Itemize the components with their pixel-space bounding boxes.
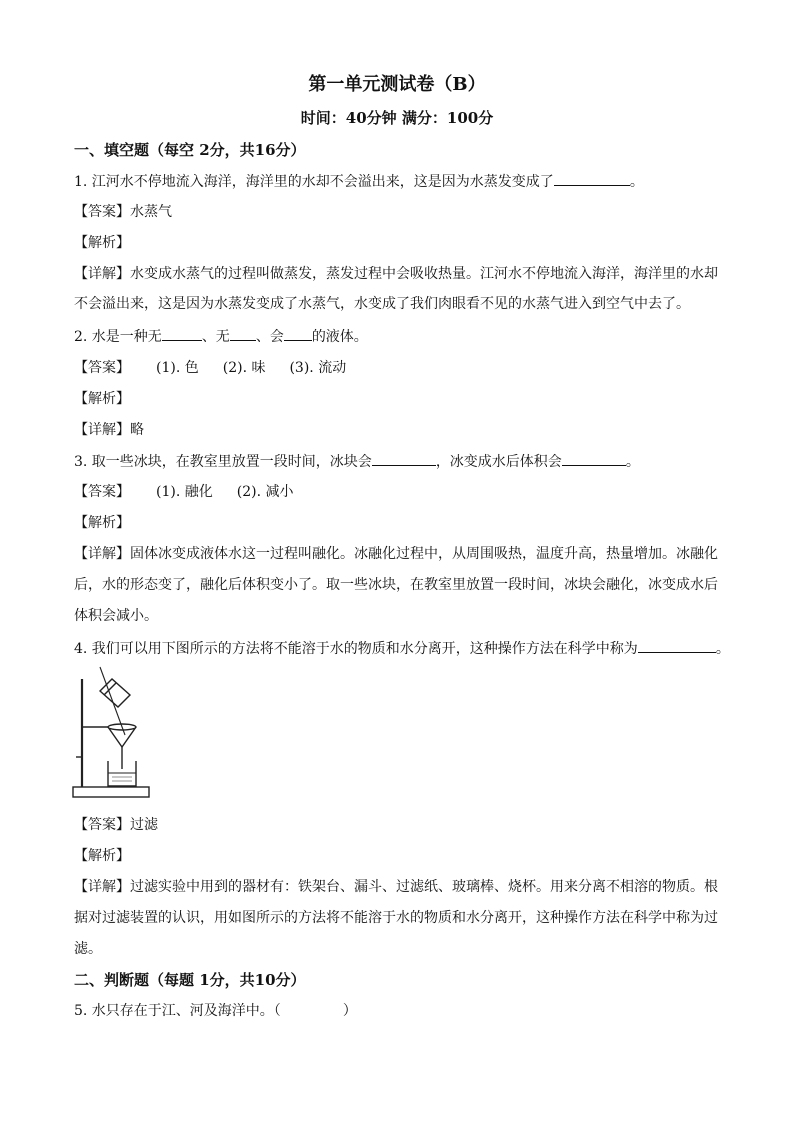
answer-blank (162, 326, 202, 341)
detail-row (74, 877, 718, 897)
answer-row (74, 482, 293, 502)
answer-label: 【答案】 (74, 360, 130, 376)
detail-label: 【详解】 (74, 422, 130, 438)
question-5-text: 5. 水只存在于江、河及海洋中。（ (74, 1003, 281, 1019)
answer-blank (638, 638, 716, 653)
analysis-label: 【解析】 (74, 235, 130, 251)
detail-text-continued: 体积会减小。 (74, 608, 158, 624)
question-4 (74, 638, 730, 659)
detail-text: 水变成水蒸气的过程叫做蒸发，蒸发过程中会吸收热量。江河水不停地流入海洋，海洋里的水却 (130, 266, 718, 282)
answer-blank (562, 451, 626, 466)
answer-text: (2). 味 (222, 360, 266, 376)
section-heading-fill-in: 一、填空题（每空 2分，共16分） (74, 141, 306, 159)
detail-label: 【详解】 (74, 546, 130, 562)
analysis-label: 【解析】 (74, 515, 130, 531)
detail-text: 过滤实验中用到的器材有：铁架台、漏斗、过滤纸、玻璃棒、烧杯。用来分离不相溶的物质。根 (130, 879, 718, 895)
question-2-text: 2. 水是一种无 (74, 329, 162, 345)
answer-text: 过滤 (130, 817, 158, 833)
stand-base (73, 787, 149, 797)
question-1-end: 。 (629, 174, 644, 190)
answer-row (74, 202, 172, 222)
page-title: 第一单元测试卷（B） (308, 74, 486, 95)
answer-row (74, 358, 346, 378)
question-5 (74, 1001, 357, 1021)
question-3-text: ，冰变成水后体积会 (435, 454, 562, 470)
question-2-text: 的液体。 (311, 329, 368, 345)
detail-text-continued: 后，水的形态变了，融化后体积变小了。取一些冰块，在教室里放置一段时间，冰块会融化，冰变成水后 (74, 577, 718, 593)
answer-text: (1). 色 (156, 360, 199, 376)
question-2-text: 、无 (201, 329, 230, 345)
analysis-label: 【解析】 (74, 391, 130, 407)
filtration-apparatus-figure (70, 665, 152, 805)
question-2 (74, 326, 368, 347)
detail-text-continued: 滤。 (74, 941, 102, 957)
detail-row (74, 420, 144, 440)
detail-text: 略 (130, 422, 144, 438)
question-3 (74, 451, 640, 472)
analysis-label: 【解析】 (74, 848, 130, 864)
question-3-text: 3. 取一些冰块，在教室里放置一段时间，冰块会 (74, 454, 372, 470)
page-subtitle: 时间：40分钟 满分：100分 (300, 109, 494, 127)
question-1-text: 1. 江河水不停地流入海洋，海洋里的水却不会溢出来，这是因为水蒸发变成了 (74, 174, 554, 190)
answer-label: 【答案】 (74, 817, 130, 833)
answer-blank (230, 326, 256, 341)
question-2-text: 、会 (255, 329, 284, 345)
answer-text: 水蒸气 (130, 204, 172, 220)
answer-blank (372, 451, 436, 466)
answer-text: (1). 融化 (156, 484, 213, 500)
question-4-end: 。 (715, 641, 730, 657)
answer-text: (3). 流动 (289, 360, 347, 376)
question-3-end: 。 (625, 454, 640, 470)
section-heading-true-false: 二、判断题（每题 1分，共10分） (74, 971, 306, 989)
answer-row (74, 815, 158, 835)
detail-row (74, 544, 718, 564)
detail-label: 【详解】 (74, 879, 130, 895)
detail-row (74, 264, 718, 284)
answer-blank (284, 326, 312, 341)
detail-text: 固体冰变成液体水这一过程叫融化。冰融化过程中，从周围吸热，温度升高，热量增加。冰融化 (130, 546, 718, 562)
answer-label: 【答案】 (74, 484, 130, 500)
answer-text: (2). 减小 (236, 484, 294, 500)
detail-text-continued: 不会溢出来，这是因为水蒸发变成了水蒸气，水变成了我们肉眼看不见的水蒸气进入到空气中去了。 (74, 296, 690, 312)
answer-blank (554, 171, 630, 186)
answer-label: 【答案】 (74, 204, 130, 220)
detail-label: 【详解】 (74, 266, 130, 282)
question-1 (74, 171, 644, 192)
question-5-end: ） (342, 1003, 357, 1019)
detail-text-continued: 据对过滤装置的认识，用如图所示的方法将不能溶于水的物质和水分离开，这种操作方法在科学中称为过 (74, 910, 718, 926)
question-4-text: 4. 我们可以用下图所示的方法将不能溶于水的物质和水分离开，这种操作方法在科学中称为 (74, 641, 638, 657)
